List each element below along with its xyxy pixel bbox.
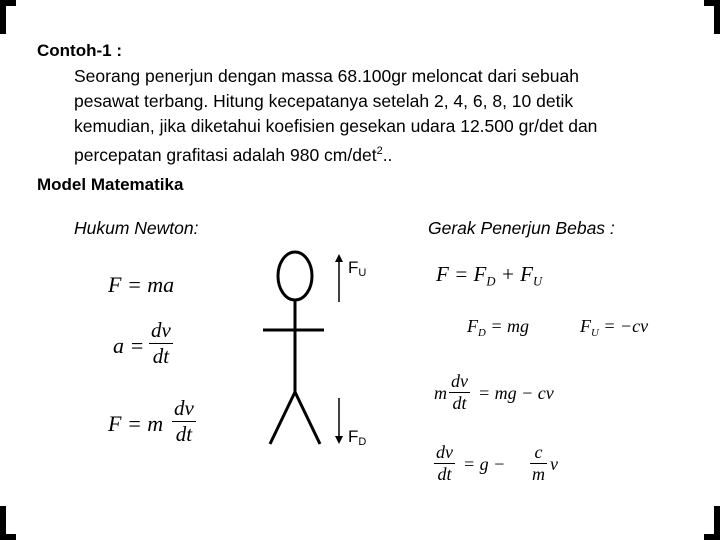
section-title: Model Matematika xyxy=(37,175,184,194)
eq-vel-cden: m xyxy=(532,464,545,484)
problem-line-2: pesawat terbang. Hitung kecepatanya setelah 2, 4, 6, 8, 10 detik xyxy=(74,91,574,111)
force-up-sub: U xyxy=(358,267,367,279)
eq-fd-a: F xyxy=(467,316,478,336)
eq-force-fraction xyxy=(172,396,196,447)
eq-fu-a: F xyxy=(580,316,591,336)
force-down-sub: D xyxy=(358,436,367,448)
eq-fd-b: = mg xyxy=(485,316,529,336)
eq-accel-fraction xyxy=(149,318,173,369)
problem-line-3: kemudian, jika diketahui koefisien gesekan udara 12.500 gr/det dan xyxy=(74,116,598,136)
eq-vel-mid: = g − xyxy=(463,454,506,474)
eq-fu-b: = −cv xyxy=(598,316,649,336)
right-heading: Gerak Penerjun Bebas : xyxy=(428,218,615,238)
eq-vel-num: dv xyxy=(436,442,453,462)
eq-motion-den: dt xyxy=(452,393,467,413)
eq-force-den: dt xyxy=(175,422,193,446)
eq-force-num: dv xyxy=(174,396,194,420)
force-down-main: F xyxy=(348,427,359,446)
problem-line-1: Seorang penerjun dengan massa 68.100gr meloncat dari sebuah xyxy=(74,66,579,86)
equation-drag-up xyxy=(580,316,648,339)
figure-left-leg xyxy=(270,392,295,444)
eq-fu-sub: U xyxy=(591,326,599,339)
force-up-label xyxy=(348,258,366,279)
force-up-arrow-head xyxy=(335,254,343,262)
eq-sum-b: + F xyxy=(495,262,533,286)
problem-line-4-text: percepatan grafitasi adalah 980 cm/det xyxy=(74,144,377,165)
exponent: 2 xyxy=(376,145,383,157)
problem-line-4-end: .. xyxy=(382,144,393,165)
equation-newton: F = ma xyxy=(108,272,175,297)
eq-force-lhs: F = m xyxy=(108,411,164,436)
eq-sum-sub2: U xyxy=(532,274,543,289)
equation-force-sum xyxy=(436,262,542,289)
example-title: Contoh-1 : xyxy=(37,41,122,60)
eq-accel-den: dt xyxy=(152,344,170,368)
eq-vel-end: v xyxy=(550,454,558,474)
eq-motion-num: dv xyxy=(451,371,468,391)
eq-vel-coef-fraction xyxy=(530,442,547,485)
figure-head xyxy=(278,252,312,300)
eq-accel-lhs: a = xyxy=(113,333,145,358)
eq-vel-cnum: c xyxy=(534,442,543,462)
eq-sum-sub1: D xyxy=(486,274,496,289)
eq-motion-fraction xyxy=(449,371,470,414)
left-heading: Hukum Newton: xyxy=(74,218,199,238)
eq-vel-den: dt xyxy=(437,464,452,484)
eq-vel-fraction xyxy=(434,442,455,485)
equation-drag-down xyxy=(467,316,529,339)
eq-motion-lhs: m xyxy=(434,383,447,403)
figure-right-leg xyxy=(295,392,320,444)
eq-accel-num: dv xyxy=(151,318,171,342)
force-up-main: F xyxy=(348,258,359,277)
force-down-label xyxy=(348,427,366,448)
eq-fd-sub: D xyxy=(478,326,486,339)
eq-sum-a: F = F xyxy=(436,262,487,286)
eq-motion-rhs: = mg − cv xyxy=(478,383,554,403)
force-down-arrow-head xyxy=(335,436,343,444)
